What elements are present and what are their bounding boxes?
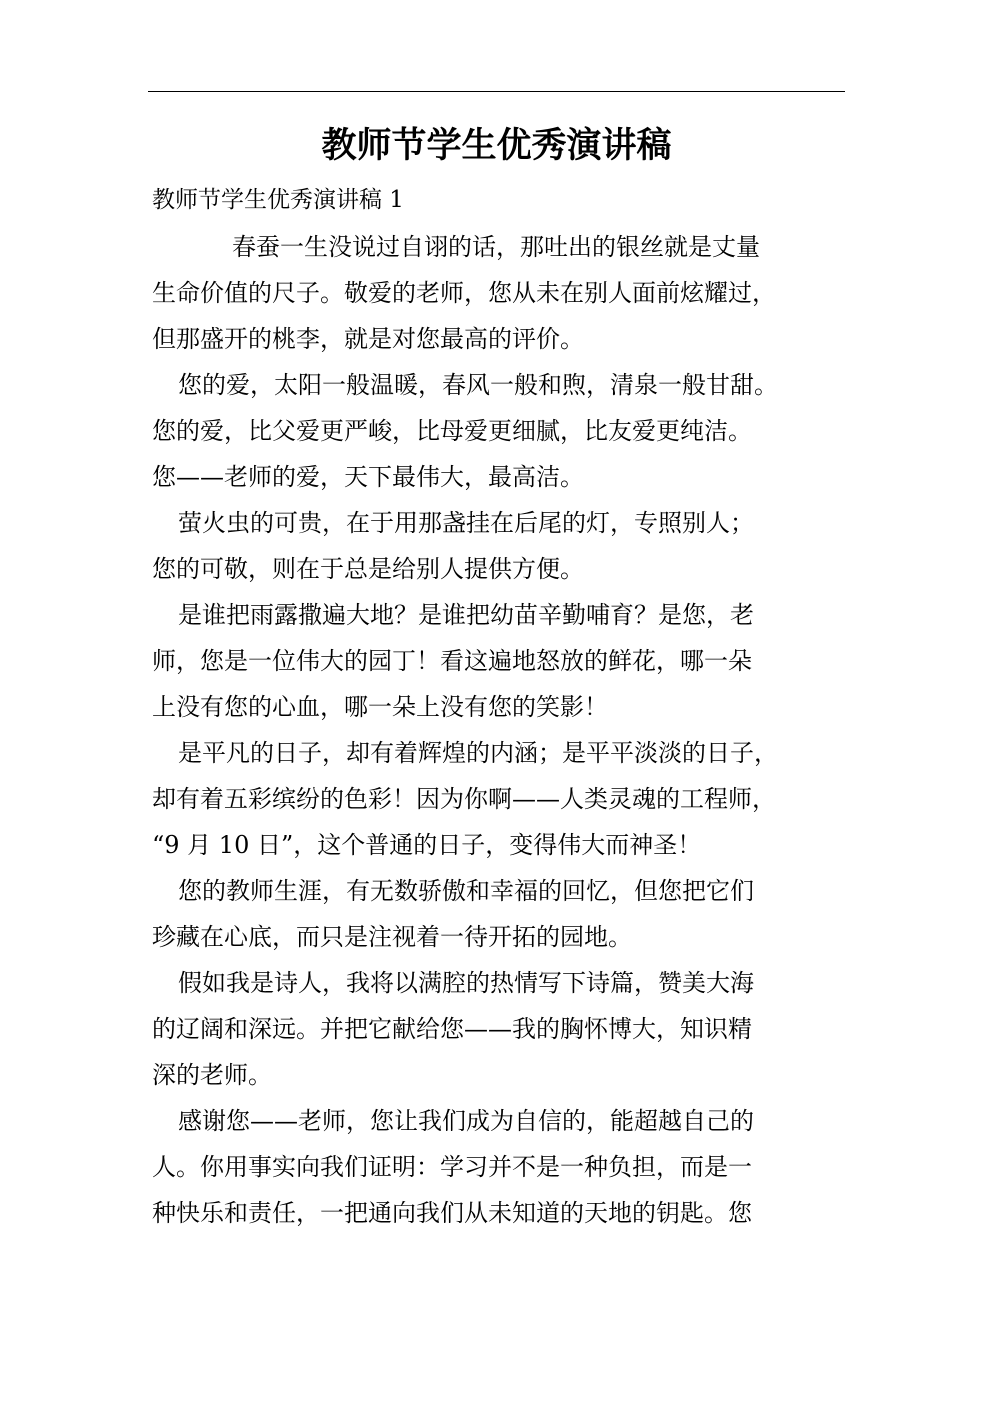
text-line: 上没有您的心血，哪一朵上没有您的笑影！ <box>152 693 608 721</box>
text-line: 人。你用事实向我们证明：学习并不是一种负担，而是一 <box>152 1153 752 1181</box>
text-line: 您的爱，比父爱更严峻，比母爱更细腻，比友爱更纯洁。 <box>152 417 752 445</box>
speech-body <box>152 224 842 1236</box>
text-line: 萤火虫的可贵，在于用那盏挂在后尾的灯，专照别人； <box>178 509 754 537</box>
section-heading: 教师节学生优秀演讲稿 1 <box>152 187 404 213</box>
document-title: 教师节学生优秀演讲稿 <box>321 126 672 166</box>
text-line: 您的教师生涯，有无数骄傲和幸福的回忆，但您把它们 <box>178 877 754 905</box>
text-line: 感谢您——老师，您让我们成为自信的，能超越自己的 <box>178 1107 754 1135</box>
text-line: 是谁把雨露撒遍大地？是谁把幼苗辛勤哺育？是您，老 <box>178 601 754 629</box>
text-line: 假如我是诗人，我将以满腔的热情写下诗篇，赞美大海 <box>178 969 754 997</box>
text-line: 珍藏在心底，而只是注视着一待开拓的园地。 <box>152 923 632 951</box>
text-line: 师，您是一位伟大的园丁！看这遍地怒放的鲜花，哪一朵 <box>152 647 752 675</box>
text-line: 您的爱，太阳一般温暖，春风一般和煦，清泉一般甘甜。 <box>178 371 778 399</box>
text-line: 生命价值的尺子。敬爱的老师，您从未在别人面前炫耀过， <box>152 279 776 307</box>
text-line: 是平凡的日子，却有着辉煌的内涵；是平平淡淡的日子， <box>178 739 778 767</box>
text-line: 春蚕一生没说过自诩的话，那吐出的银丝就是丈量 <box>232 233 760 261</box>
text-line: 种快乐和责任，一把通向我们从未知道的天地的钥匙。您 <box>152 1199 752 1227</box>
text-line: “9 月 10 日”，这个普通的日子，变得伟大而神圣！ <box>152 831 702 859</box>
header-rule <box>148 91 845 92</box>
text-line: 但那盛开的桃李，就是对您最高的评价。 <box>152 325 584 353</box>
text-line: 您——老师的爱，天下最伟大，最高洁。 <box>152 463 584 491</box>
text-line: 的辽阔和深远。并把它献给您——我的胸怀博大，知识精 <box>152 1015 752 1043</box>
text-line: 深的老师。 <box>152 1061 272 1089</box>
text-line: 却有着五彩缤纷的色彩！因为你啊——人类灵魂的工程师， <box>152 785 776 813</box>
text-line: 您的可敬，则在于总是给别人提供方便。 <box>152 555 584 583</box>
